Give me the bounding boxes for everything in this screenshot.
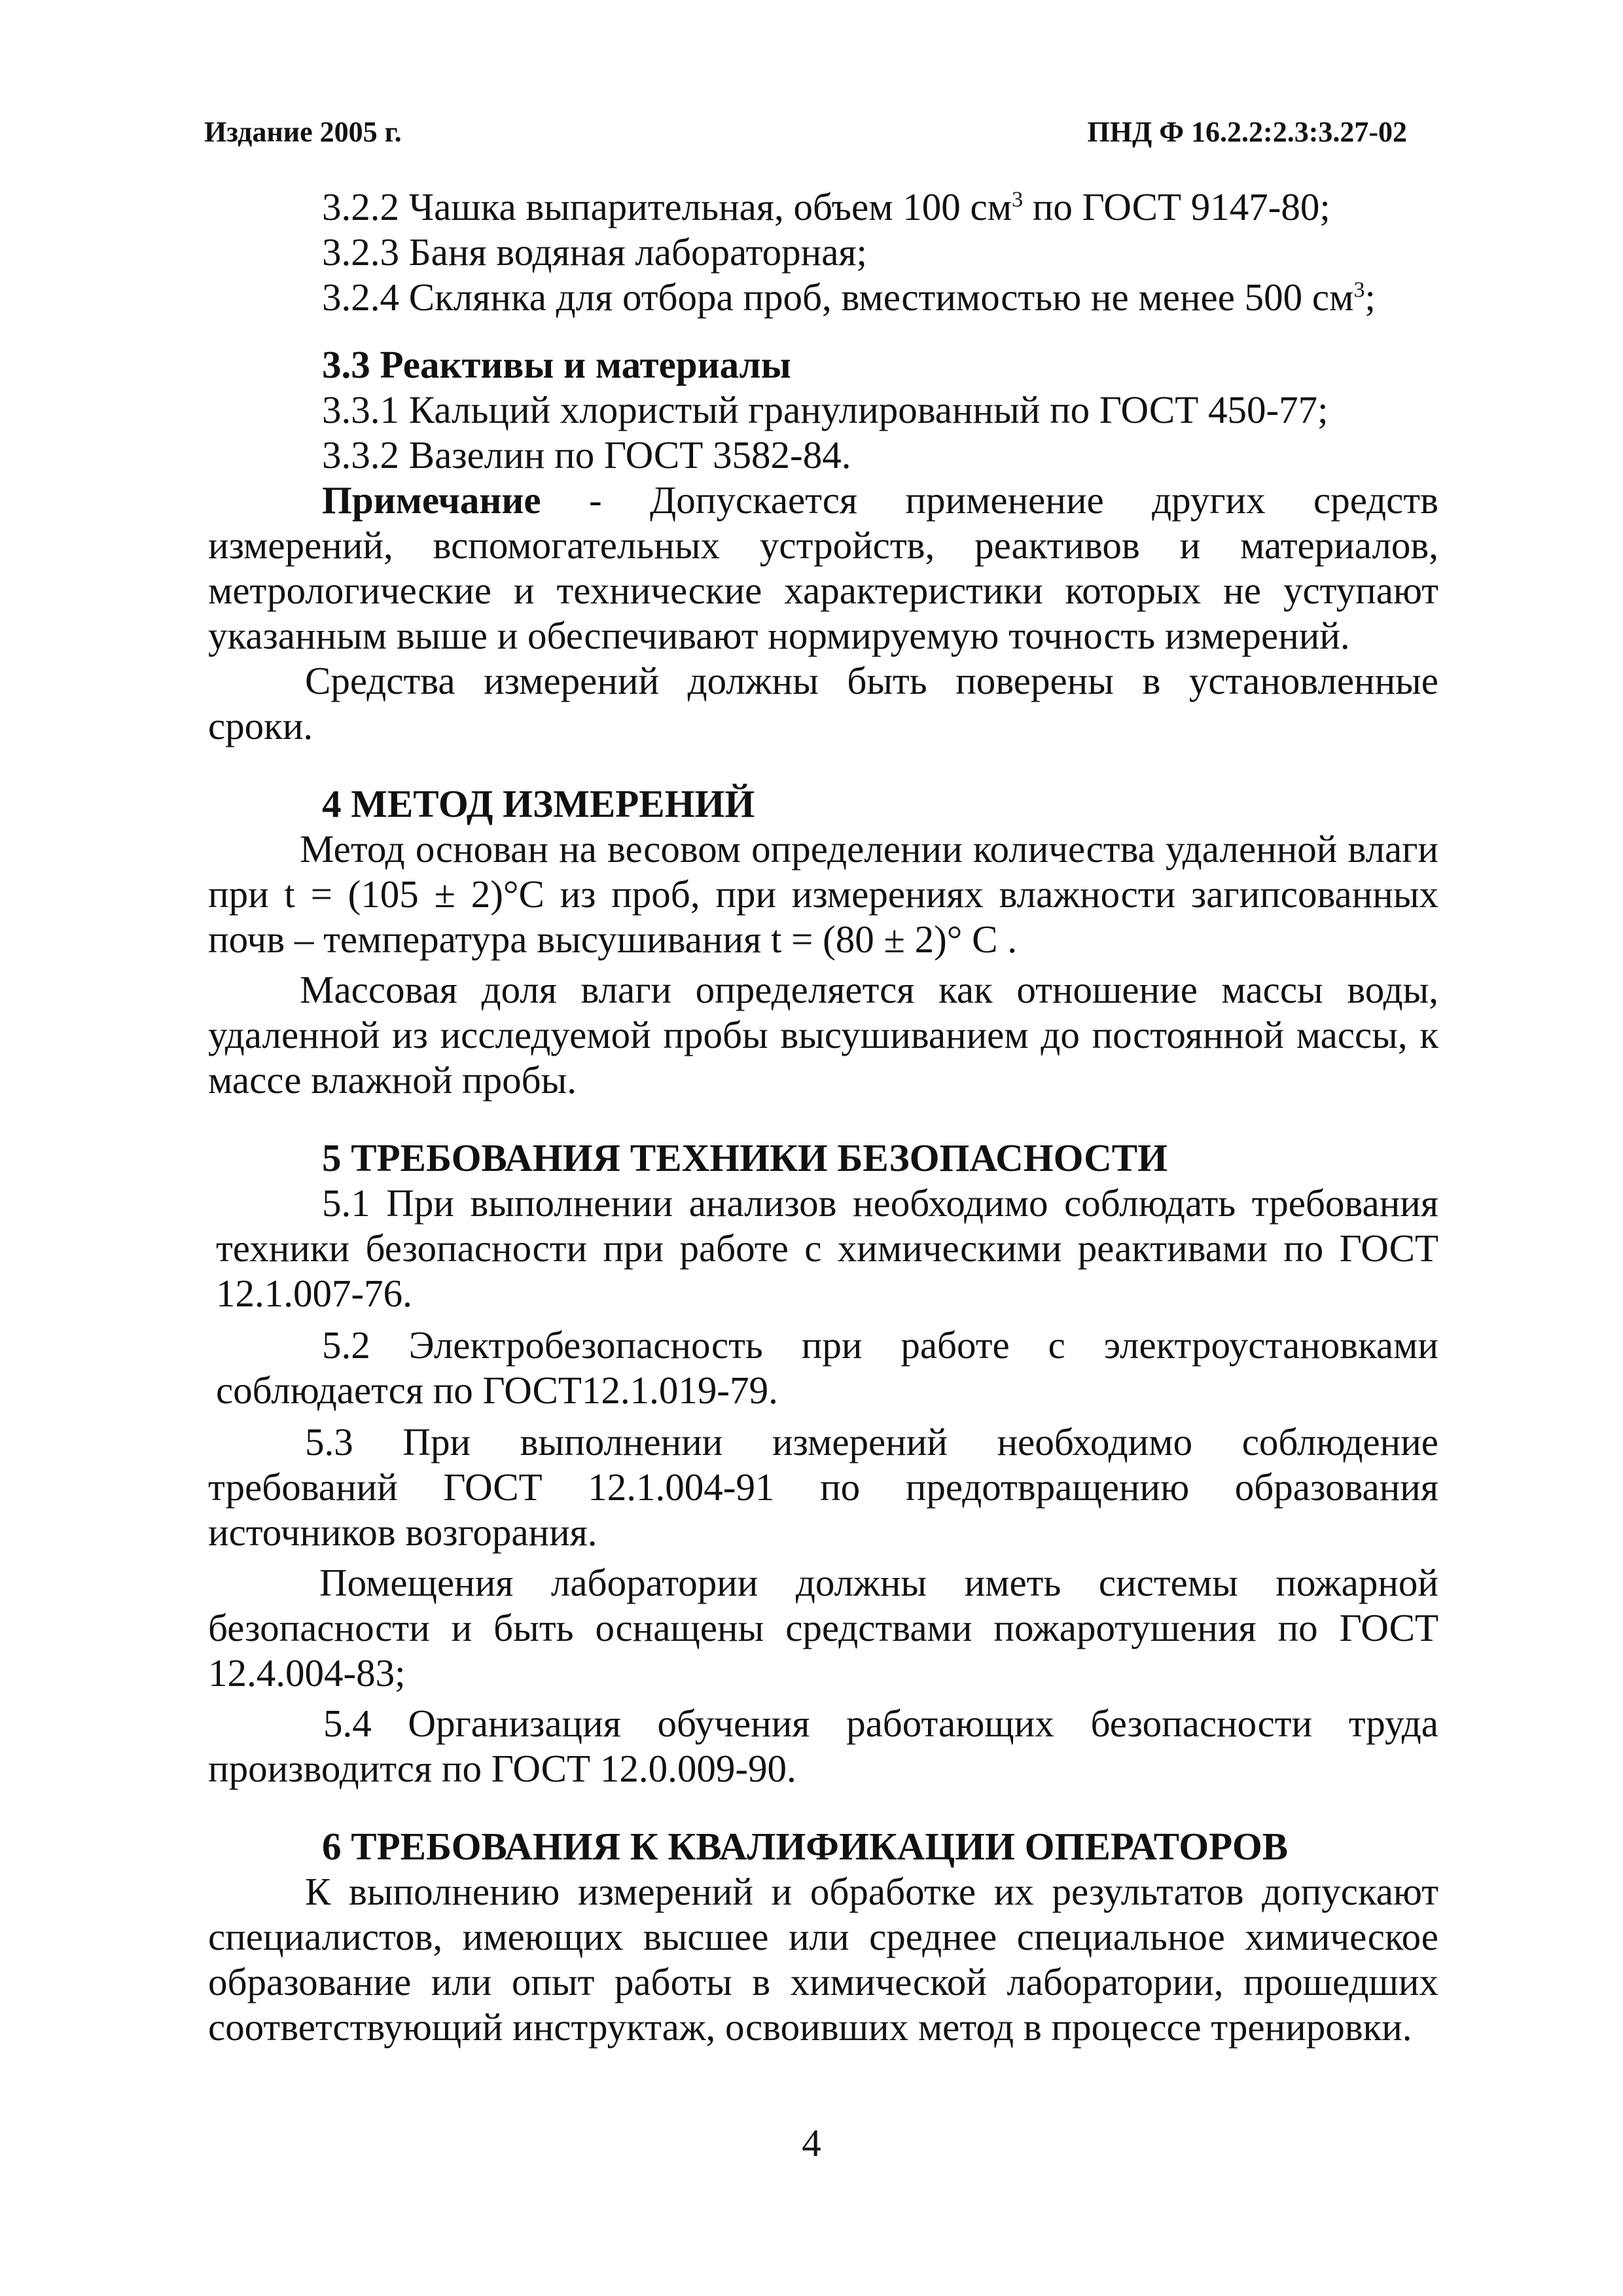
section-5-1: 5.1 При выполнении анализов необходимо соблюдать требования техники безопасности при работе с химическими реактивами по ГОСТ 12.1.007-76. — [216, 1181, 1438, 1315]
equipment-item-3-2-3: 3.2.3 Баня водяная лабораторная; — [322, 230, 867, 274]
superscript: 3 — [1353, 278, 1365, 302]
note-text: - Допускается применение других средств измерений, вспомогательных устройств, реактивов и материалов, метрологические и технические характеристики которых не уступают указанным выше и обеспечивают нормируемую точность измерений. — [208, 478, 1438, 657]
section-6-paragraph: К выполнению измерений и обработке их результатов допускают специалистов, имеющих высшее или среднее специальное химическое образование или опыт работы в химической лаборатории, прошедших соответствующий инструктаж, освоивших метод в процессе тренировки. — [208, 1870, 1438, 2049]
equipment-item-3-2-2 — [208, 185, 1438, 230]
equipment-item-3-2-4-tail: ; — [1364, 276, 1376, 319]
reagent-item-3-3-1: 3.3.1 Кальций хлористый гранулированный по ГОСТ 450-77; — [322, 388, 1329, 431]
section-6-heading: 6 ТРЕБОВАНИЯ К КВАЛИФИКАЦИИ ОПЕРАТОРОВ — [322, 1825, 1289, 1868]
section-5-heading: 5 ТРЕБОВАНИЯ ТЕХНИКИ БЕЗОПАСНОСТИ — [322, 1136, 1168, 1179]
equipment-item-3-2-2-tail: по ГОСТ 9147-80; — [1023, 185, 1330, 228]
section-5-3-premises: Помещения лаборатории должны иметь системы пожарной безопасности и быть оснащены средствами пожаротушения по ГОСТ 12.4.004-83; — [208, 1561, 1438, 1695]
section-4-paragraph-2: Массовая доля влаги определяется как отношение массы воды, удаленной из исследуемой пробы высушиванием до постоянной массы, к массе влажной пробы. — [208, 968, 1438, 1102]
edition-label: Издание 2005 г. — [204, 116, 402, 148]
document-body — [208, 185, 1438, 2050]
superscript: 3 — [1012, 187, 1024, 212]
equipment-item-3-2-4-text: 3.2.4 Склянка для отбора проб, вместимостью не менее 500 см — [322, 276, 1354, 319]
equipment-item-3-2-4 — [208, 275, 1438, 320]
note-label: Примечание — [322, 478, 541, 522]
section-5-2: 5.2 Электробезопасность при работе с электроустановками соблюдается по ГОСТ12.1.019-79. — [216, 1323, 1438, 1412]
reagents-heading: 3.3 Реактивы и материалы — [322, 343, 791, 386]
reagent-item-3-3-2: 3.3.2 Вазелин по ГОСТ 3582-84. — [322, 433, 851, 476]
verification-paragraph: Средства измерений должны быть поверены в установленные сроки. — [208, 659, 1438, 747]
page-number: 4 — [802, 2121, 821, 2164]
section-5-3: 5.3 При выполнении измерений необходимо соблюдение требований ГОСТ 12.1.004-91 по предотвращению образования источников возгорания. — [208, 1420, 1438, 1554]
section-5-4: 5.4 Организация обучения работающих безопасности труда производится по ГОСТ 12.0.009-90. — [208, 1702, 1438, 1790]
section-4-heading: 4 МЕТОД ИЗМЕРЕНИЙ — [322, 782, 755, 825]
section-4-paragraph-1: Метод основан на весовом определении количества удаленной влаги при t = (105 ± 2)°С из проб, при измерениях влажности загипсованных почв – температура высушивания t = (80 ± 2)° С . — [208, 827, 1438, 961]
equipment-item-3-2-2-text: 3.2.2 Чашка выпарительная, объем 100 см — [322, 185, 1012, 228]
note-paragraph — [208, 478, 1438, 658]
document-code: ПНД Ф 16.2.2:2.3:3.27-02 — [1087, 116, 1407, 148]
